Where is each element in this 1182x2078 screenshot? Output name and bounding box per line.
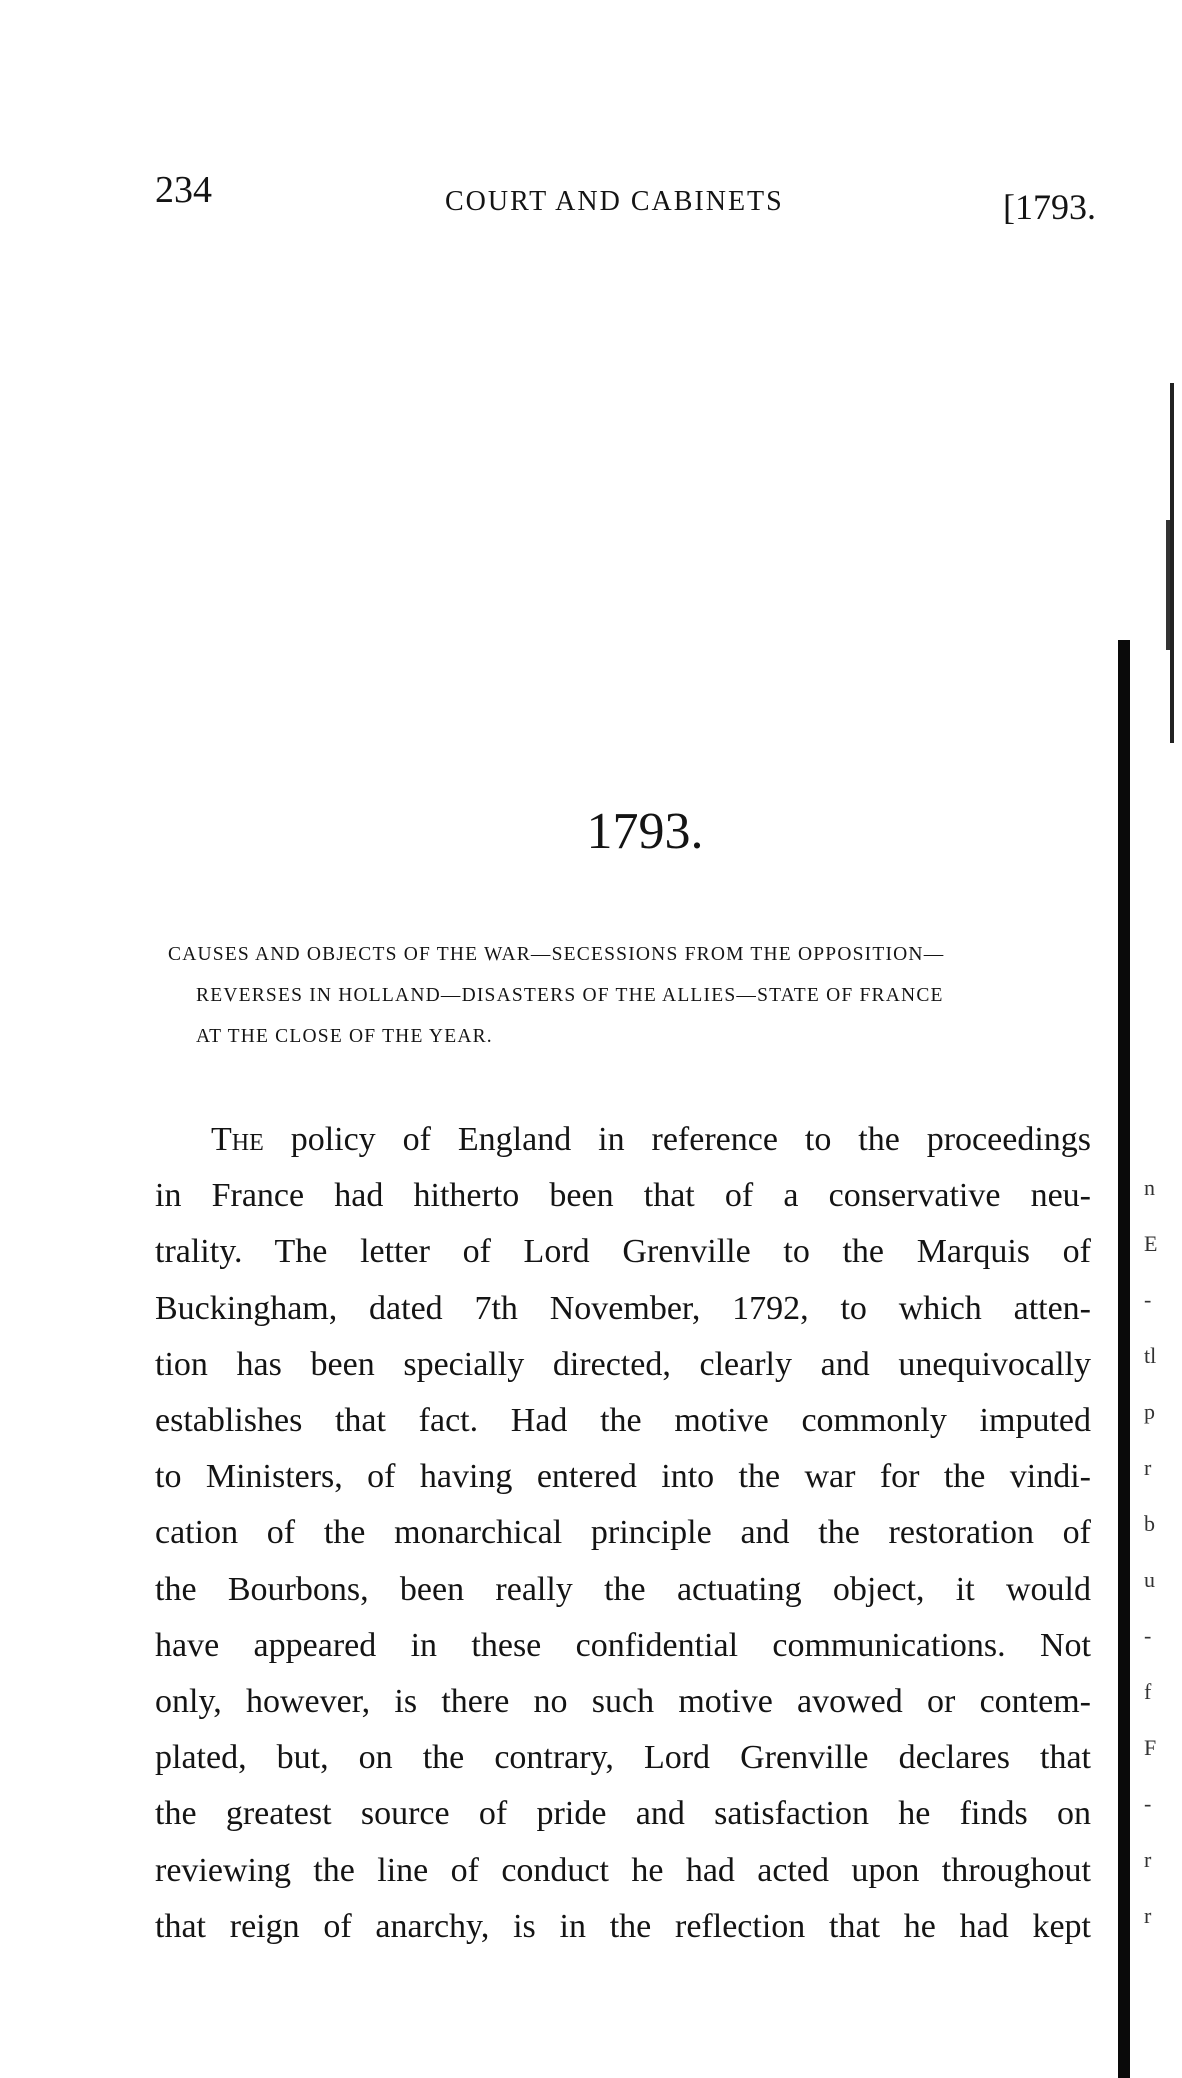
- facing-page-fragments: [1144, 1160, 1182, 1944]
- page-edge-shadow: [1166, 520, 1170, 650]
- margin-fragment: F: [1144, 1735, 1157, 1760]
- body-line: to Ministers, of having entered into the war for the vindi-: [155, 1458, 1091, 1496]
- margin-fragment: tl: [1144, 1343, 1157, 1368]
- margin-fragment: f: [1144, 1679, 1152, 1704]
- body-line: the Bourbons, been really the actuating object, it would: [155, 1570, 1091, 1608]
- margin-fragment: -: [1144, 1791, 1152, 1816]
- page-number: 234: [155, 169, 212, 211]
- margin-fragment: r: [1144, 1847, 1152, 1872]
- body-paragraph: [155, 1112, 1091, 1955]
- margin-fragment: r: [1144, 1903, 1152, 1928]
- margin-fragment: n: [1144, 1175, 1155, 1200]
- body-line: plated, but, on the contrary, Lord Grenville declares that: [155, 1739, 1091, 1777]
- running-year: [1793.: [1003, 187, 1096, 227]
- body-line: [155, 1112, 1091, 1168]
- body-line: the greatest source of pride and satisfaction he finds on: [155, 1795, 1091, 1833]
- body-line: establishes that fact. Had the motive commonly imputed: [155, 1402, 1091, 1440]
- chapter-synopsis: [168, 934, 1098, 1057]
- body-line: reviewing the line of conduct he had acted upon throughout: [155, 1851, 1091, 1889]
- body-line: trality. The letter of Lord Grenville to the Marquis of: [155, 1233, 1091, 1271]
- margin-fragment: u: [1144, 1567, 1155, 1592]
- body-line-text: policy of England in reference to the proceedings: [263, 1121, 1091, 1158]
- body-line: that reign of anarchy, is in the reflection that he had kept: [155, 1907, 1091, 1945]
- body-line: only, however, is there no such motive avowed or contem-: [155, 1683, 1091, 1721]
- body-line: tion has been specially directed, clearly and unequivocally: [155, 1345, 1091, 1383]
- synopsis-line: CAUSES AND OBJECTS OF THE WAR—SECESSIONS FROM THE OPPOSITION—: [168, 944, 945, 965]
- margin-fragment: -: [1144, 1623, 1152, 1648]
- body-line: cation of the monarchical principle and the restoration of: [155, 1514, 1091, 1552]
- body-line: have appeared in these confidential communications. Not: [155, 1626, 1091, 1664]
- synopsis-line: REVERSES IN HOLLAND—DISASTERS OF THE ALLIES—STATE OF FRANCE: [196, 985, 944, 1006]
- margin-fragment: p: [1144, 1399, 1155, 1424]
- body-line: in France had hitherto been that of a conservative neu-: [155, 1177, 1091, 1215]
- drop-word: The: [211, 1121, 264, 1158]
- margin-fragment: r: [1144, 1455, 1152, 1480]
- running-title: COURT AND CABINETS: [445, 186, 784, 217]
- page-edge-shadow: [1170, 383, 1174, 743]
- binding-edge: [1118, 640, 1130, 2078]
- chapter-year-heading: 1793.: [586, 803, 704, 860]
- margin-fragment: b: [1144, 1511, 1155, 1536]
- margin-fragment: -: [1144, 1287, 1152, 1312]
- body-line: Buckingham, dated 7th November, 1792, to which atten-: [155, 1289, 1091, 1327]
- synopsis-line: AT THE CLOSE OF THE YEAR.: [196, 1026, 493, 1047]
- margin-fragment: E: [1144, 1231, 1158, 1256]
